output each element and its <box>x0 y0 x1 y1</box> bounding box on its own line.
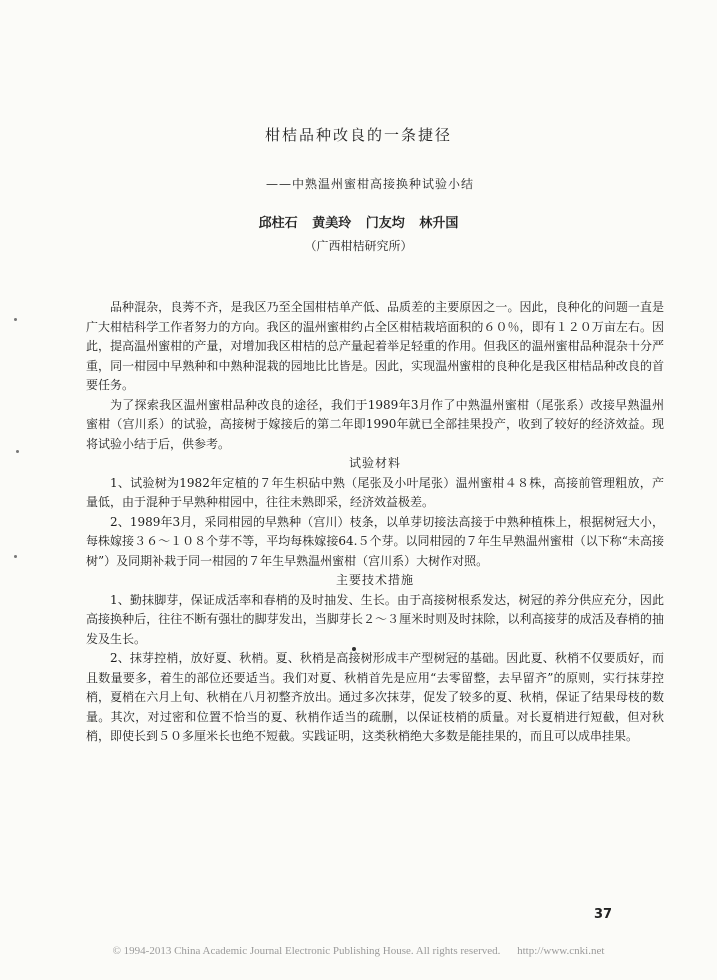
scan-speck <box>14 555 17 558</box>
scan-speck <box>352 647 356 651</box>
scan-speck <box>16 450 19 453</box>
section-heading: 主要技术措施 <box>335 573 414 587</box>
body-paragraph: 品种混杂，良莠不齐，是我区乃至全国柑桔单产低、品质差的主要原因之一。因此，良种化的问题一直是广大柑桔科学工作者努力的方向。我区的温州蜜柑约占全区柑桔栽培面积的６０％，即有１２０万亩左右。因此，提高温州蜜柑的产量，对增加我区柑桔的总产量起着举足轻重的作用。但我区的温州蜜柑品种混杂十分严重，同一柑园中早熟种和中熟种混栽的园地比比皆是。因此，实现温州蜜柑的良种化是我区柑桔品种改良的首要任务。 <box>86 300 664 392</box>
article-body <box>86 298 664 747</box>
source-url: http://www.cnki.net <box>517 945 605 957</box>
article-subtitle: ——中熟温州蜜柑高接换种试验小结 <box>265 177 474 191</box>
body-paragraph: 1、勤抹脚芽，保证成活率和春梢的及时抽发、生长。由于高接树根系发达，树冠的养分供应充分，因此高接换种后，往往不断有强壮的脚芽发出，当脚芽长２～３厘米时则及时抹除，以利高接芽的成活及春梢的抽发及生长。 <box>86 592 664 646</box>
copyright-text: © 1994-2013 China Academic Journal Electronic Publishing House. All rights reserved. <box>112 945 501 957</box>
body-paragraph: 2、抹芽控梢，放好夏、秋梢。夏、秋梢是高接树形成丰产型树冠的基础。因此夏、秋梢不仅要质好，而且数量要多，着生的部位还要适当。我们对夏、秋梢首先是应用“去零留整，去早留齐”的原则，实行抹芽控梢，夏梢在六月上旬、秋梢在八月初整齐放出。通过多次抹芽，促发了较多的夏、秋梢，保证了结果母枝的数量。其次，对过密和位置不恰当的夏、秋梢作适当的疏删，以保证枝梢的质量。对长夏梢进行短截，但对秋梢，即使长到５０多厘米长也绝不短截。实践证明，这类秋梢绝大多数是能挂果的，而且可以成串挂果。 <box>86 651 664 743</box>
page-number: 37 <box>594 907 613 922</box>
body-paragraph: 为了探索我区温州蜜柑品种改良的途径，我们于1989年3月作了中熟温州蜜柑（尾张系）改接早熟温州蜜柑（宫川系）的试验，高接树于嫁接后的第二年即1990年就已全部挂果投产，收到了较好的经济效益。现将试验小结于后，供参考。 <box>86 397 664 451</box>
author-affiliation: （广西柑桔研究所） <box>304 239 413 253</box>
author-name: 门友均 <box>365 216 405 231</box>
author-list <box>0 212 717 231</box>
section-heading: 试验材料 <box>348 456 401 470</box>
scan-speck <box>14 318 17 321</box>
copyright-footer <box>0 945 717 957</box>
author-name: 黄美玲 <box>312 216 352 231</box>
author-name: 邱柱石 <box>258 216 298 231</box>
author-name: 林升国 <box>419 216 459 231</box>
body-paragraph: 2、1989年3月，采同柑园的早熟种（宫川）枝条，以单芽切接法高接于中熟种植株上，根据树冠大小，每株嫁接３６～１０８个芽不等，平均每株嫁接64.５个芽。以同柑园的７年生早熟温州蜜柑（以下称“未高接树”）及同期补栽于同一柑园的７年生早熟温州蜜柑（宫川系）大树作对照。 <box>86 514 664 568</box>
body-paragraph: 1、试验树为1982年定植的７年生枳砧中熟（尾张及小叶尾张）温州蜜柑４８株，高接前管理粗放，产量低，由于混种于早熟种柑园中，往往未熟即采，经济效益极差。 <box>86 475 664 509</box>
article-title: 柑桔品种改良的一条捷径 <box>264 126 452 144</box>
